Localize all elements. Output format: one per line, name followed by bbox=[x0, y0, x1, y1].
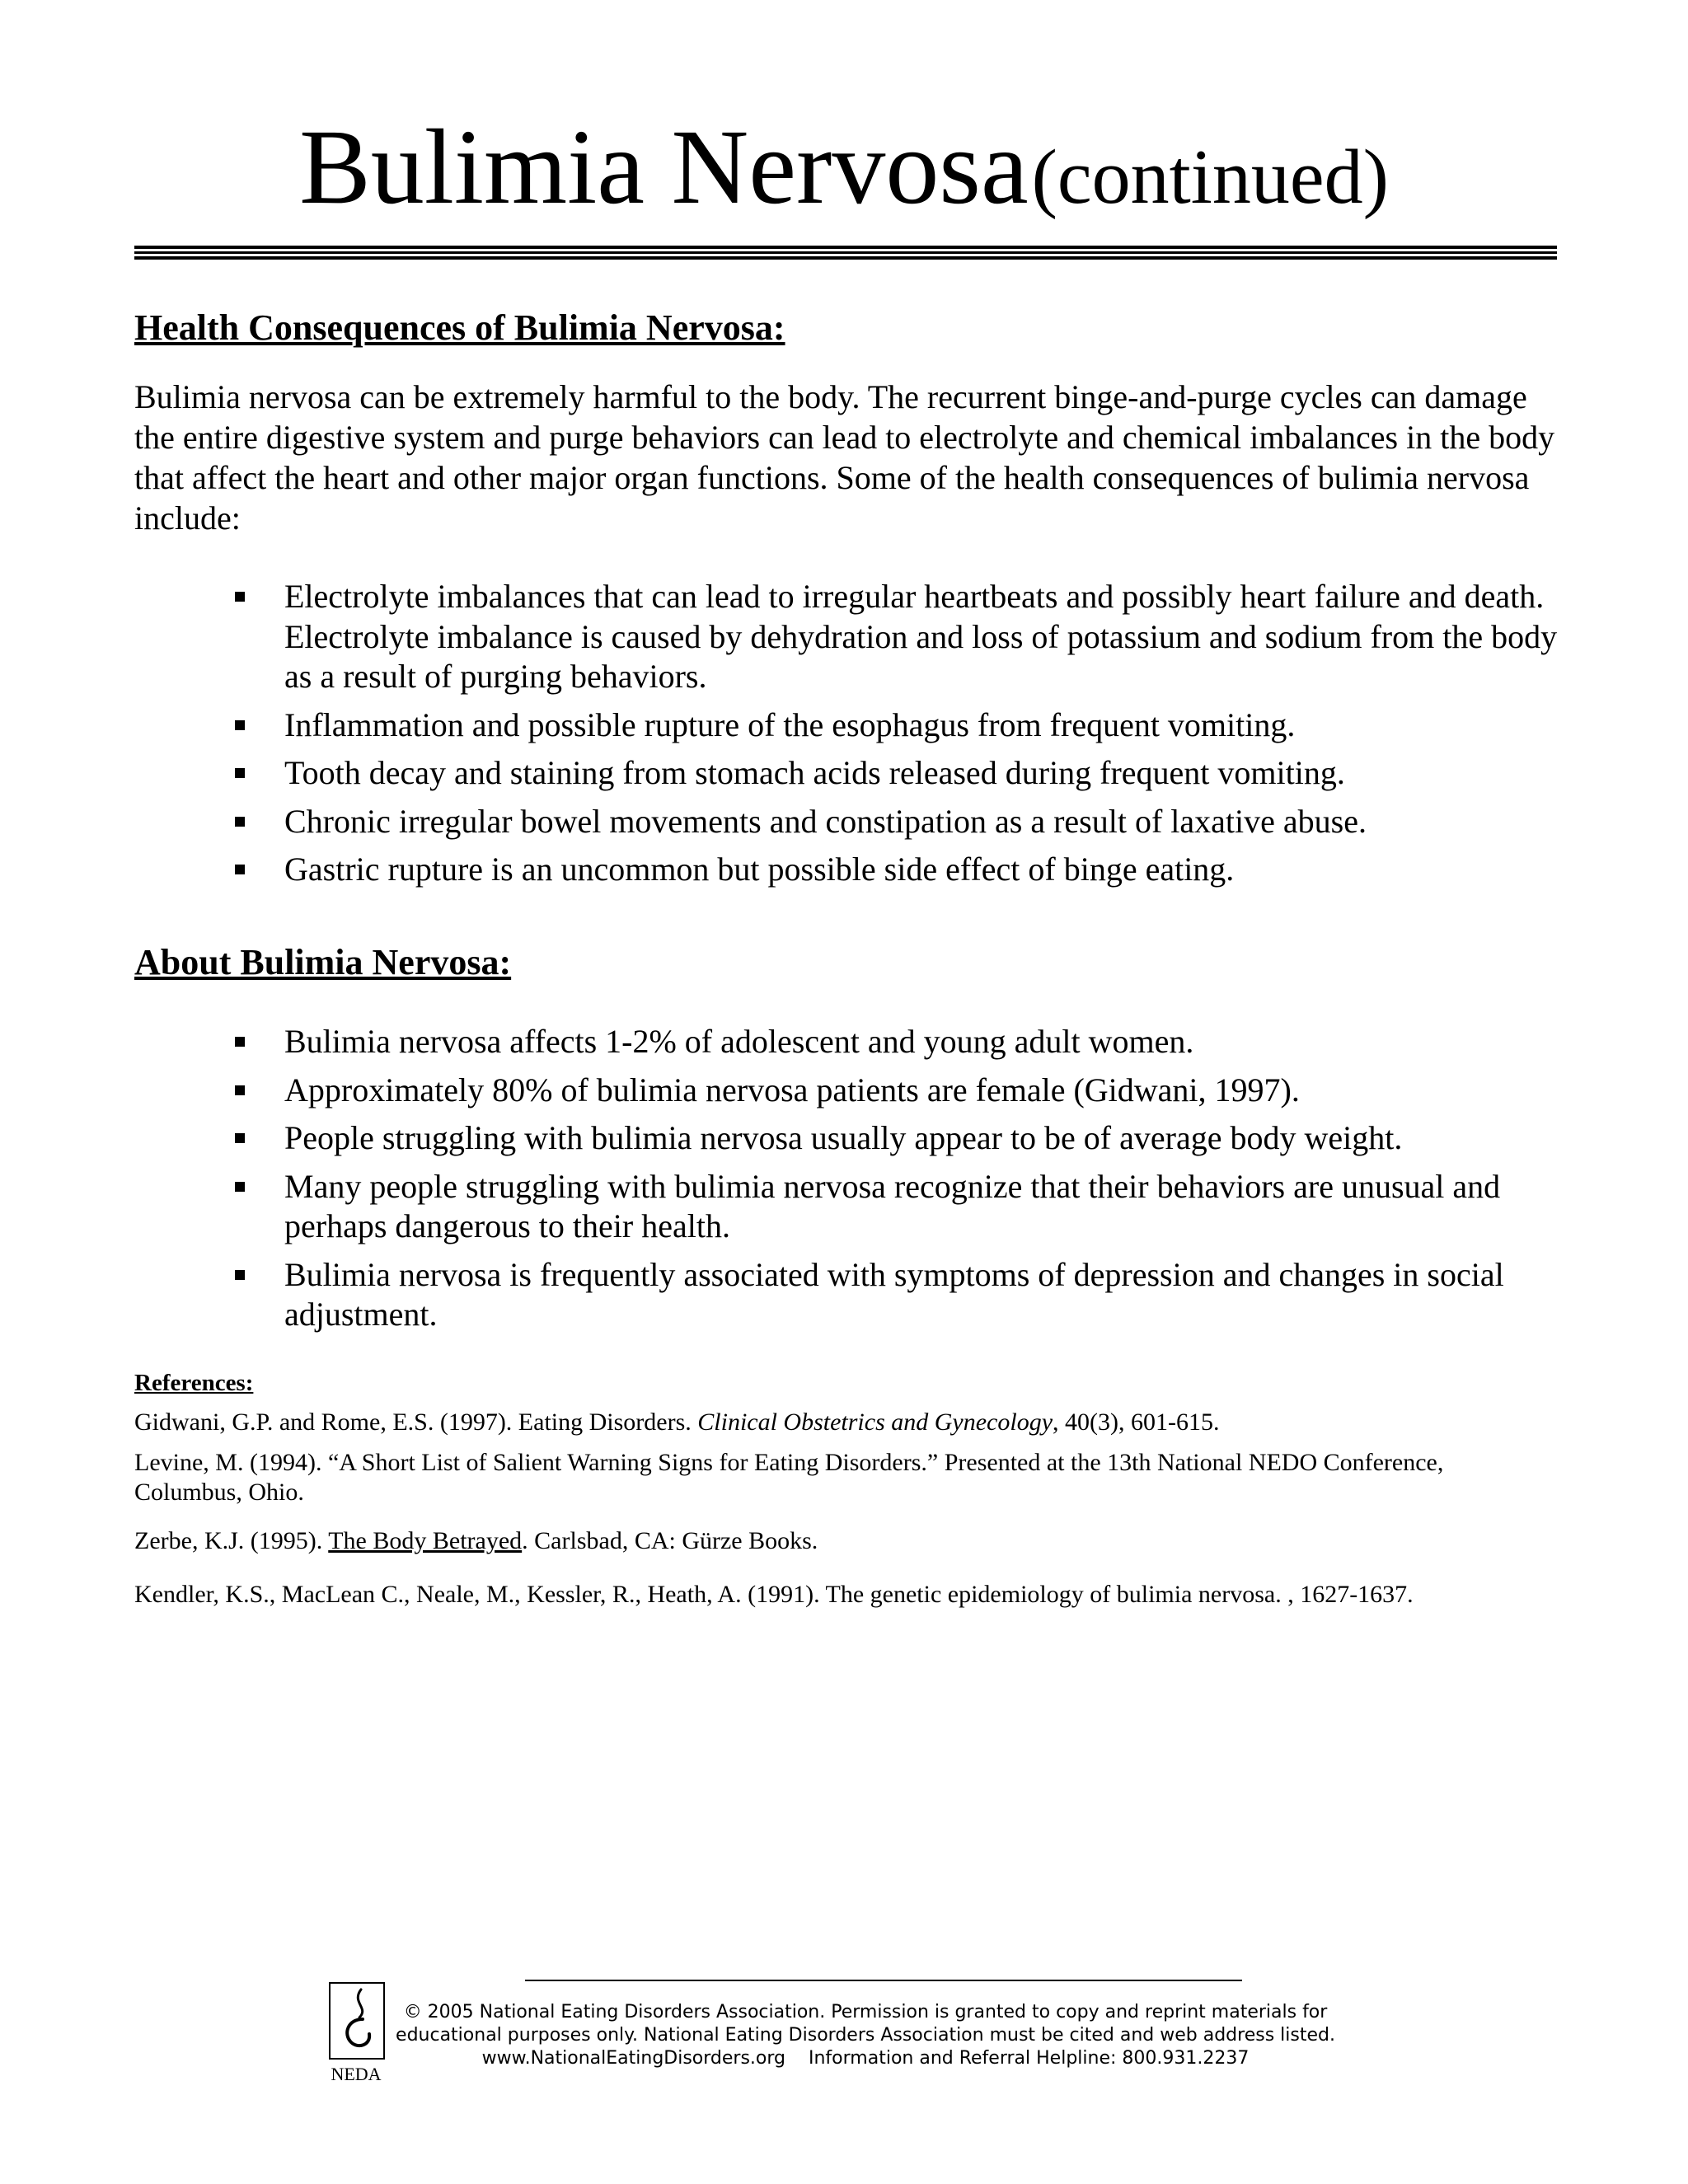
neda-logo-icon bbox=[328, 1981, 394, 2087]
reference-gidwani bbox=[134, 1408, 1536, 1437]
about-bulimia-list bbox=[235, 1022, 1578, 1335]
list-item bbox=[235, 1118, 1578, 1159]
list-item-text: People struggling with bulimia nervosa usually appear to be of average body weight. bbox=[284, 1119, 1403, 1156]
reference-text: , 40(3), 601-615. bbox=[1053, 1408, 1220, 1436]
list-item-text: Chronic irregular bowel movements and constipation as a result of laxative abuse. bbox=[284, 802, 1367, 840]
health-consequences-list bbox=[235, 577, 1578, 890]
list-item bbox=[235, 1167, 1578, 1247]
list-item bbox=[235, 753, 1578, 794]
bullet-square-icon bbox=[235, 1037, 245, 1047]
list-item bbox=[235, 1071, 1578, 1111]
list-item-text: Gastric rupture is an uncommon but possible side effect of binge eating. bbox=[284, 851, 1235, 888]
title-main: Bulimia Nervosa bbox=[299, 108, 1029, 227]
references-heading: References: bbox=[134, 1370, 254, 1396]
list-item-text: Bulimia nervosa affects 1-2% of adolescent and young adult women. bbox=[284, 1023, 1194, 1060]
list-item-text: Bulimia nervosa is frequently associated with symptoms of depression and changes in social adjustment. bbox=[284, 1255, 1504, 1333]
reference-text: Zerbe, K.J. (1995). bbox=[134, 1527, 329, 1554]
footer-line-1: © 2005 National Eating Disorders Association. Permission is granted to copy and reprint materials for bbox=[403, 2002, 1328, 2022]
list-item-text: Approximately 80% of bulimia nervosa patients are female (Gidwani, 1997). bbox=[284, 1071, 1300, 1108]
list-item-text: Many people struggling with bulimia nervosa recognize that their behaviors are unusual and perhaps dangerous to their health. bbox=[284, 1167, 1501, 1244]
journal-title: Clinical Obstetrics and Gynecology bbox=[697, 1408, 1053, 1436]
title-divider-line-3 bbox=[134, 256, 1557, 260]
bullet-square-icon bbox=[235, 1270, 245, 1280]
bullet-square-icon bbox=[235, 768, 245, 778]
footer-divider bbox=[525, 1980, 1242, 1981]
about-bulimia-heading: About Bulimia Nervosa: bbox=[134, 942, 512, 982]
bullet-square-icon bbox=[235, 1133, 245, 1143]
reference-text: Gidwani, G.P. and Rome, E.S. (1997). Eating Disorders. bbox=[134, 1408, 698, 1436]
bullet-square-icon bbox=[235, 1085, 245, 1095]
footer-line-2: educational purposes only. National Eating Disorders Association must be cited and web address listed. bbox=[396, 2025, 1335, 2046]
list-item bbox=[235, 802, 1578, 842]
bullet-square-icon bbox=[235, 592, 245, 602]
footer-notice bbox=[387, 2001, 1343, 2070]
title-continued: (continued) bbox=[1031, 134, 1389, 220]
list-item-text: Inflammation and possible rupture of the esophagus from frequent vomiting. bbox=[284, 705, 1296, 743]
bullet-square-icon bbox=[235, 817, 245, 827]
footer-helpline: Information and Referral Helpline: 800.931.2237 bbox=[809, 2048, 1250, 2069]
list-item bbox=[235, 1022, 1578, 1062]
title-divider-line-2 bbox=[134, 251, 1557, 254]
title-divider-line-1 bbox=[134, 246, 1557, 249]
bullet-square-icon bbox=[235, 865, 245, 874]
footer-website-link[interactable]: www.NationalEatingDisorders.org bbox=[481, 2048, 786, 2069]
book-title: The Body Betrayed bbox=[328, 1527, 523, 1554]
footer-line-3 bbox=[387, 2047, 1343, 2070]
reference-zerbe bbox=[134, 1526, 1536, 1556]
health-consequences-paragraph: Bulimia nervosa can be extremely harmful to the body. The recurrent binge-and-purge cycles can damage the entire digestive system and purge behaviors can lead to electrolyte and chemical imbalances in the body that affect the heart and other major organ functions. Some of the health consequences of bulimia nervosa include: bbox=[134, 378, 1555, 537]
reference-kendler: Kendler, K.S., MacLean C., Neale, M., Kessler, R., Heath, A. (1991). The genetic epidemiology of bulimia nervosa. , 1627-1637. bbox=[134, 1581, 1414, 1608]
reference-levine: Levine, M. (1994). “A Short List of Salient Warning Signs for Eating Disorders.” Presented at the 13th National NEDO Conference, Columbus, Ohio. bbox=[134, 1449, 1444, 1506]
list-item-text: Tooth decay and staining from stomach acids released during frequent vomiting. bbox=[284, 754, 1345, 791]
bullet-square-icon bbox=[235, 720, 245, 730]
page-title bbox=[0, 105, 1688, 229]
list-item-text: Electrolyte imbalances that can lead to irregular heartbeats and possibly heart failure and death. Electrolyte imbalance is caused by dehydration and loss of potassium and sodium from the body as a result of purging behaviors. bbox=[284, 578, 1558, 695]
bullet-square-icon bbox=[235, 1182, 245, 1192]
health-consequences-heading: Health Consequences of Bulimia Nervosa: bbox=[134, 307, 785, 348]
list-item bbox=[235, 705, 1578, 746]
list-item bbox=[235, 577, 1578, 697]
logo-text: NEDA bbox=[331, 2064, 382, 2084]
list-item bbox=[235, 850, 1578, 890]
list-item bbox=[235, 1255, 1578, 1335]
reference-text: . Carlsbad, CA: Gürze Books. bbox=[522, 1527, 818, 1554]
